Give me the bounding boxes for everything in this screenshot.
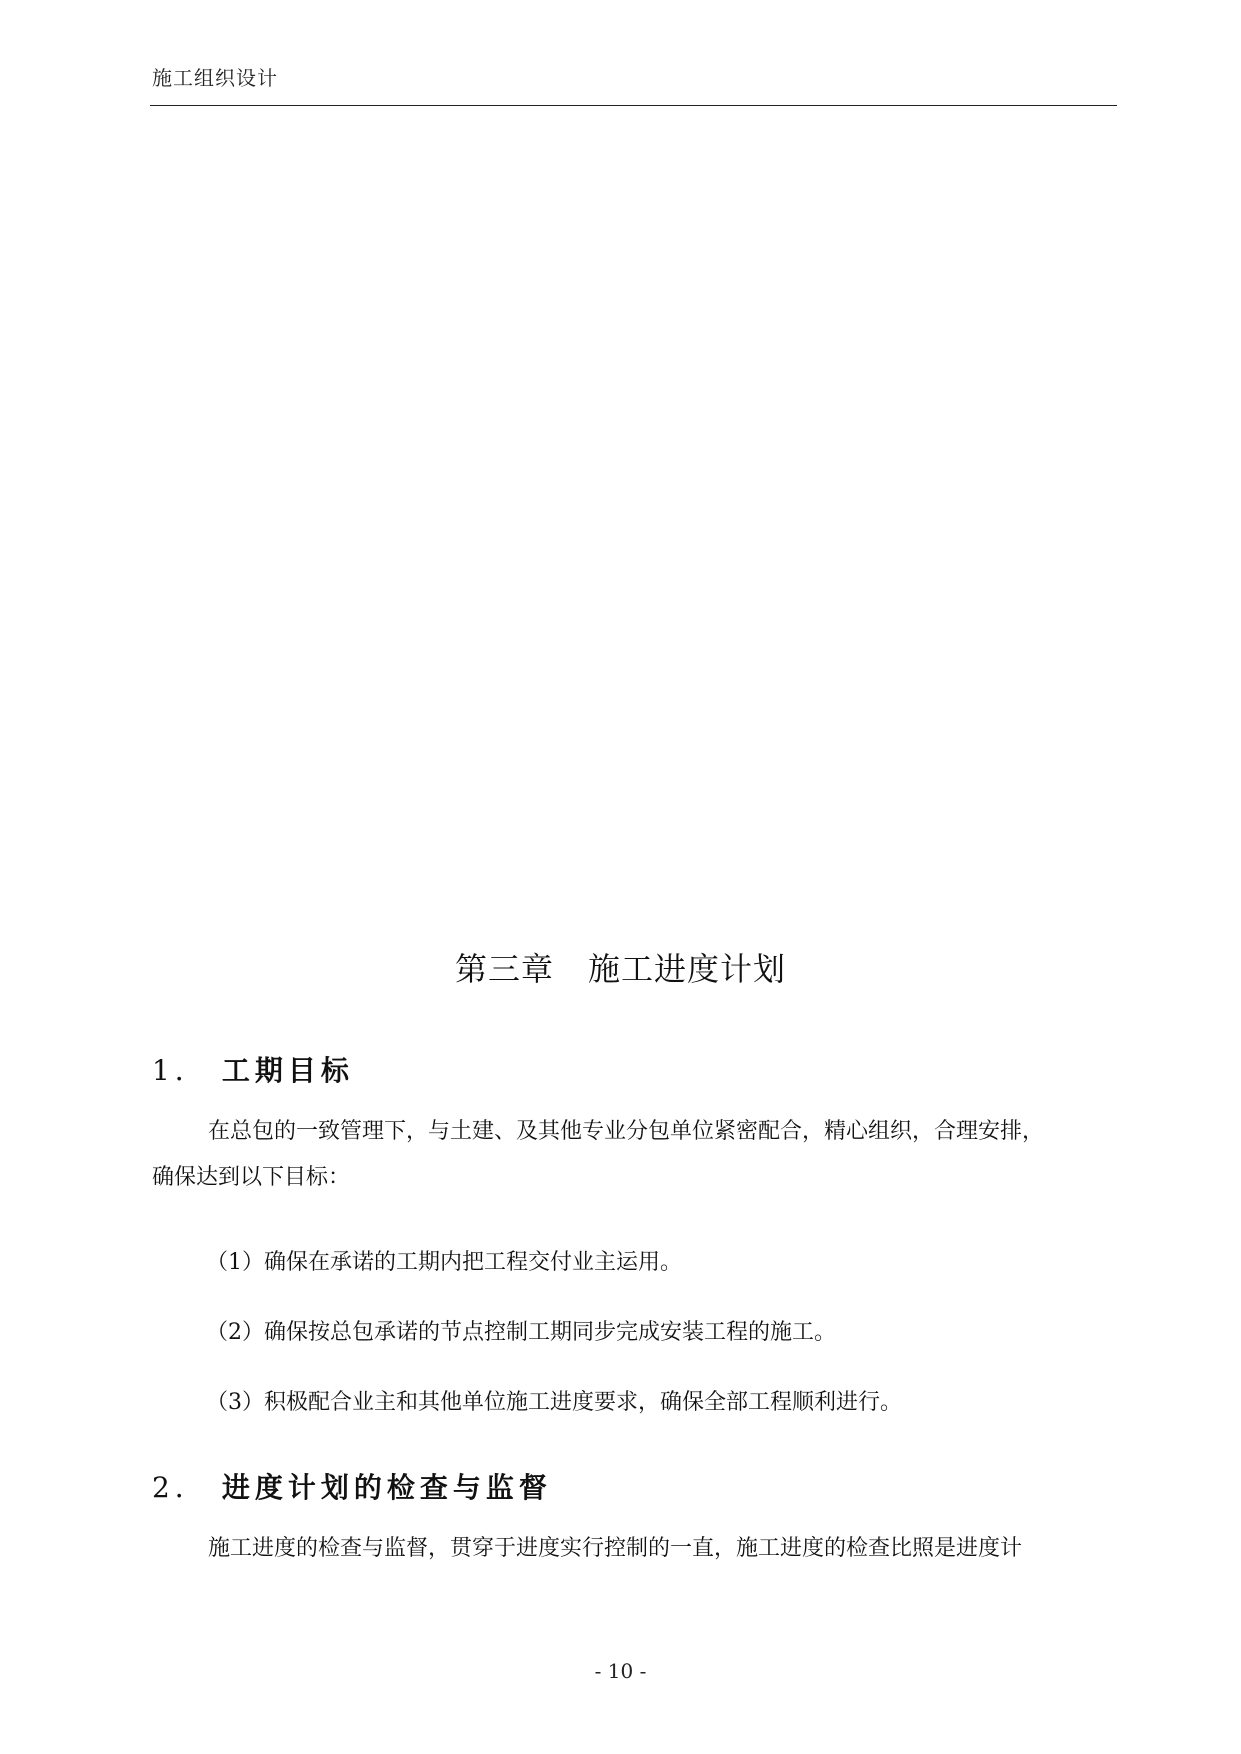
chapter-number: 第三章 <box>454 950 554 988</box>
section-title: 进度计划的检查与监督 <box>221 1471 552 1504</box>
section-title: 工期目标 <box>221 1054 354 1087</box>
section-number: 1． <box>152 1054 208 1087</box>
intro-line-1: 在总包的一致管理下，与土建、及其他专业分包单位紧密配合，精心组织，合理安排， <box>208 1119 1045 1144</box>
chapter-name: 施工进度计划 <box>588 950 787 988</box>
section-1-intro <box>152 1109 1120 1201</box>
page-header-title: 施工组织设计 <box>152 66 278 90</box>
chapter-title <box>0 944 1241 990</box>
body-line-1: 施工进度的检查与监督，贯穿于进度实行控制的一直，施工进度的检查比照是进度计 <box>208 1536 1023 1561</box>
list-item-2: （2）确保按总包承诺的节点控制工期同步完成安装工程的施工。 <box>206 1320 836 1345</box>
section-number: 2． <box>152 1471 208 1504</box>
list-item-1: （1）确保在承诺的工期内把工程交付业主运用。 <box>206 1250 682 1275</box>
list-item-3: （3）积极配合业主和其他单位施工进度要求，确保全部工程顺利进行。 <box>206 1390 902 1415</box>
page-number: - 10 - <box>594 1659 647 1683</box>
section-heading-1 <box>152 1049 354 1089</box>
header-divider <box>150 105 1117 106</box>
intro-line-2: 确保达到以下目标： <box>152 1165 351 1190</box>
section-2-body <box>152 1526 1120 1572</box>
section-heading-2 <box>152 1466 552 1506</box>
